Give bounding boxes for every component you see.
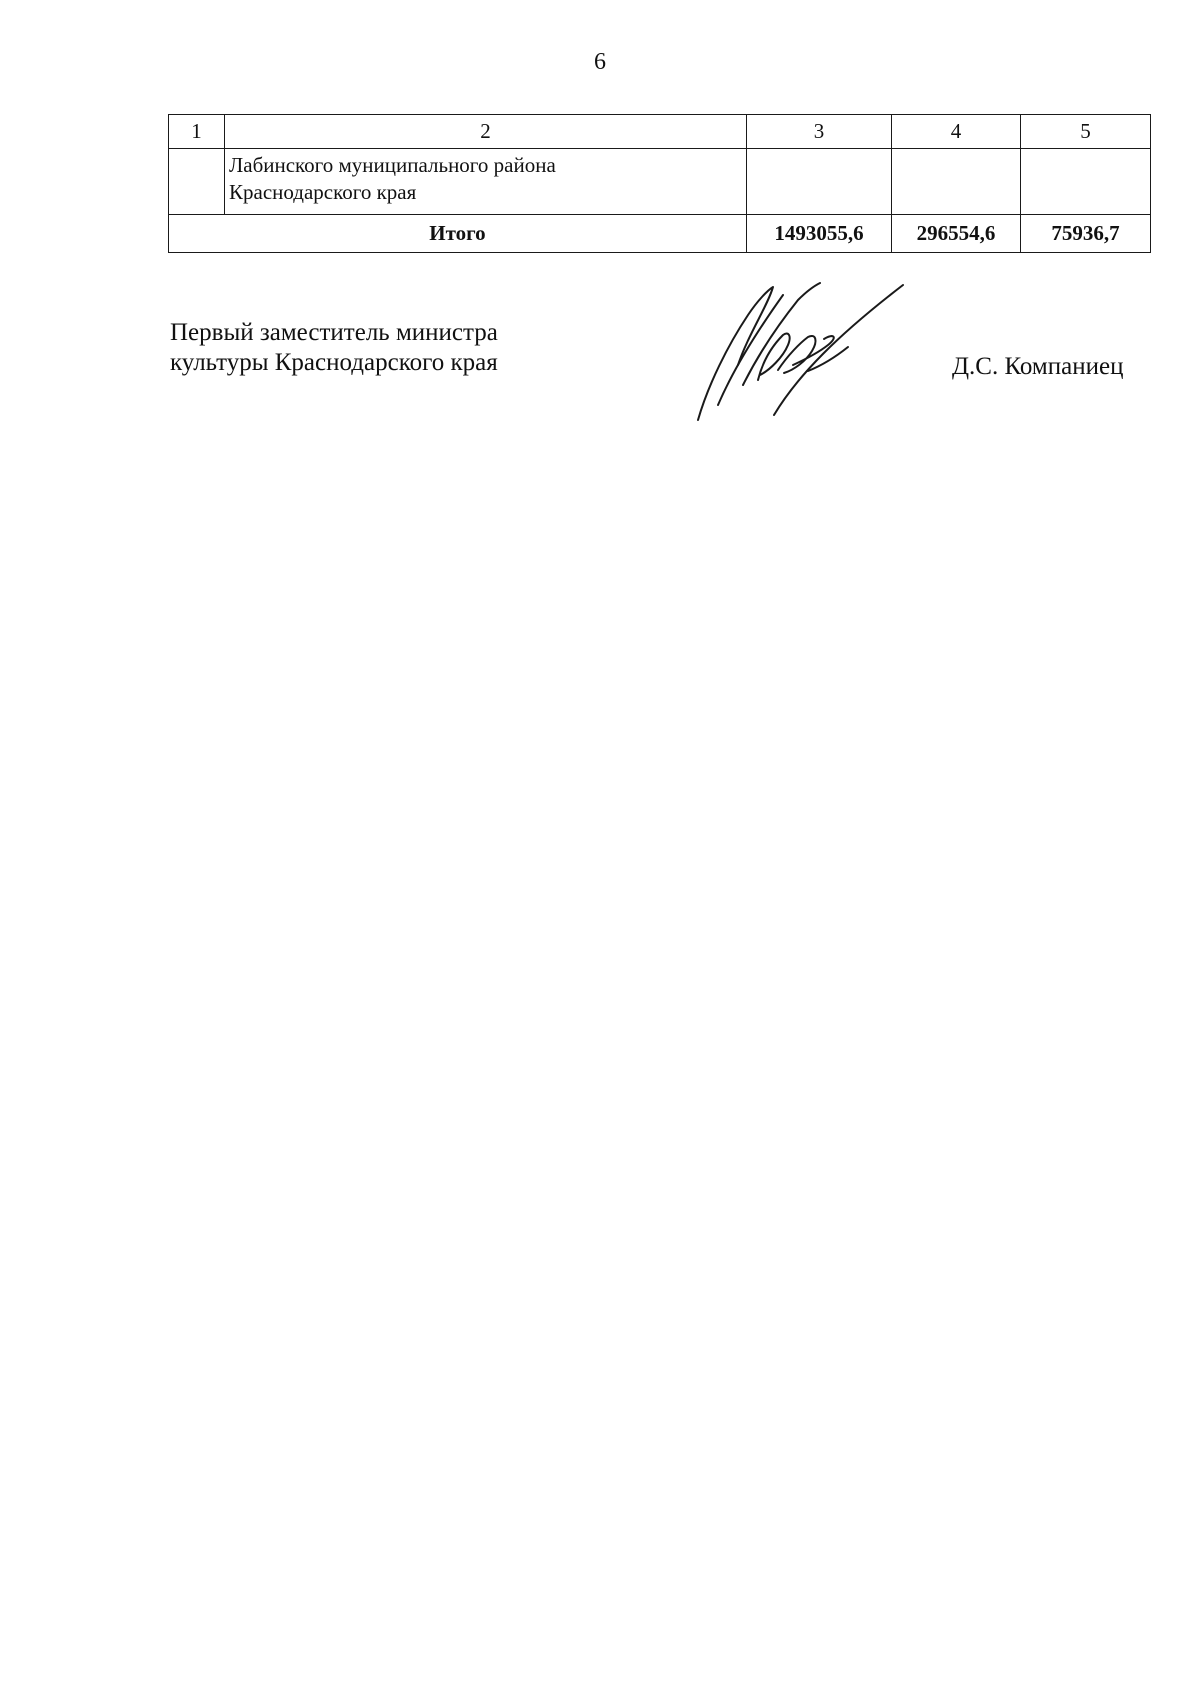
header-cell-4: 4 — [892, 115, 1021, 149]
total-col4: 296554,6 — [892, 215, 1021, 253]
header-cell-1: 1 — [169, 115, 225, 149]
signer-name: Д.С. Компаниец — [952, 353, 1124, 380]
total-label: Итого — [169, 215, 747, 253]
row-cell-5 — [1021, 149, 1151, 215]
header-cell-5: 5 — [1021, 115, 1151, 149]
row-cell-4 — [892, 149, 1021, 215]
table-total-row — [169, 215, 1151, 253]
header-cell-3: 3 — [747, 115, 892, 149]
row-cell-3 — [747, 149, 892, 215]
budget-table — [168, 114, 1151, 253]
signer-position-line-1: Первый заместитель министра — [170, 319, 498, 346]
signer-position — [170, 318, 498, 378]
total-col3: 1493055,6 — [747, 215, 892, 253]
handwritten-signature-icon — [688, 275, 938, 425]
total-col5: 75936,7 — [1021, 215, 1151, 253]
page-number: 6 — [594, 49, 606, 75]
header-cell-2: 2 — [225, 115, 747, 149]
row-cell-2 — [225, 149, 747, 215]
row-text-line-2: Краснодарского края — [229, 180, 417, 204]
row-text-line-1: Лабинского муниципального района — [229, 153, 556, 177]
table-header-row — [169, 115, 1151, 149]
row-cell-1 — [169, 149, 225, 215]
signer-position-line-2: культуры Краснодарского края — [170, 349, 498, 376]
table-row — [169, 149, 1151, 215]
